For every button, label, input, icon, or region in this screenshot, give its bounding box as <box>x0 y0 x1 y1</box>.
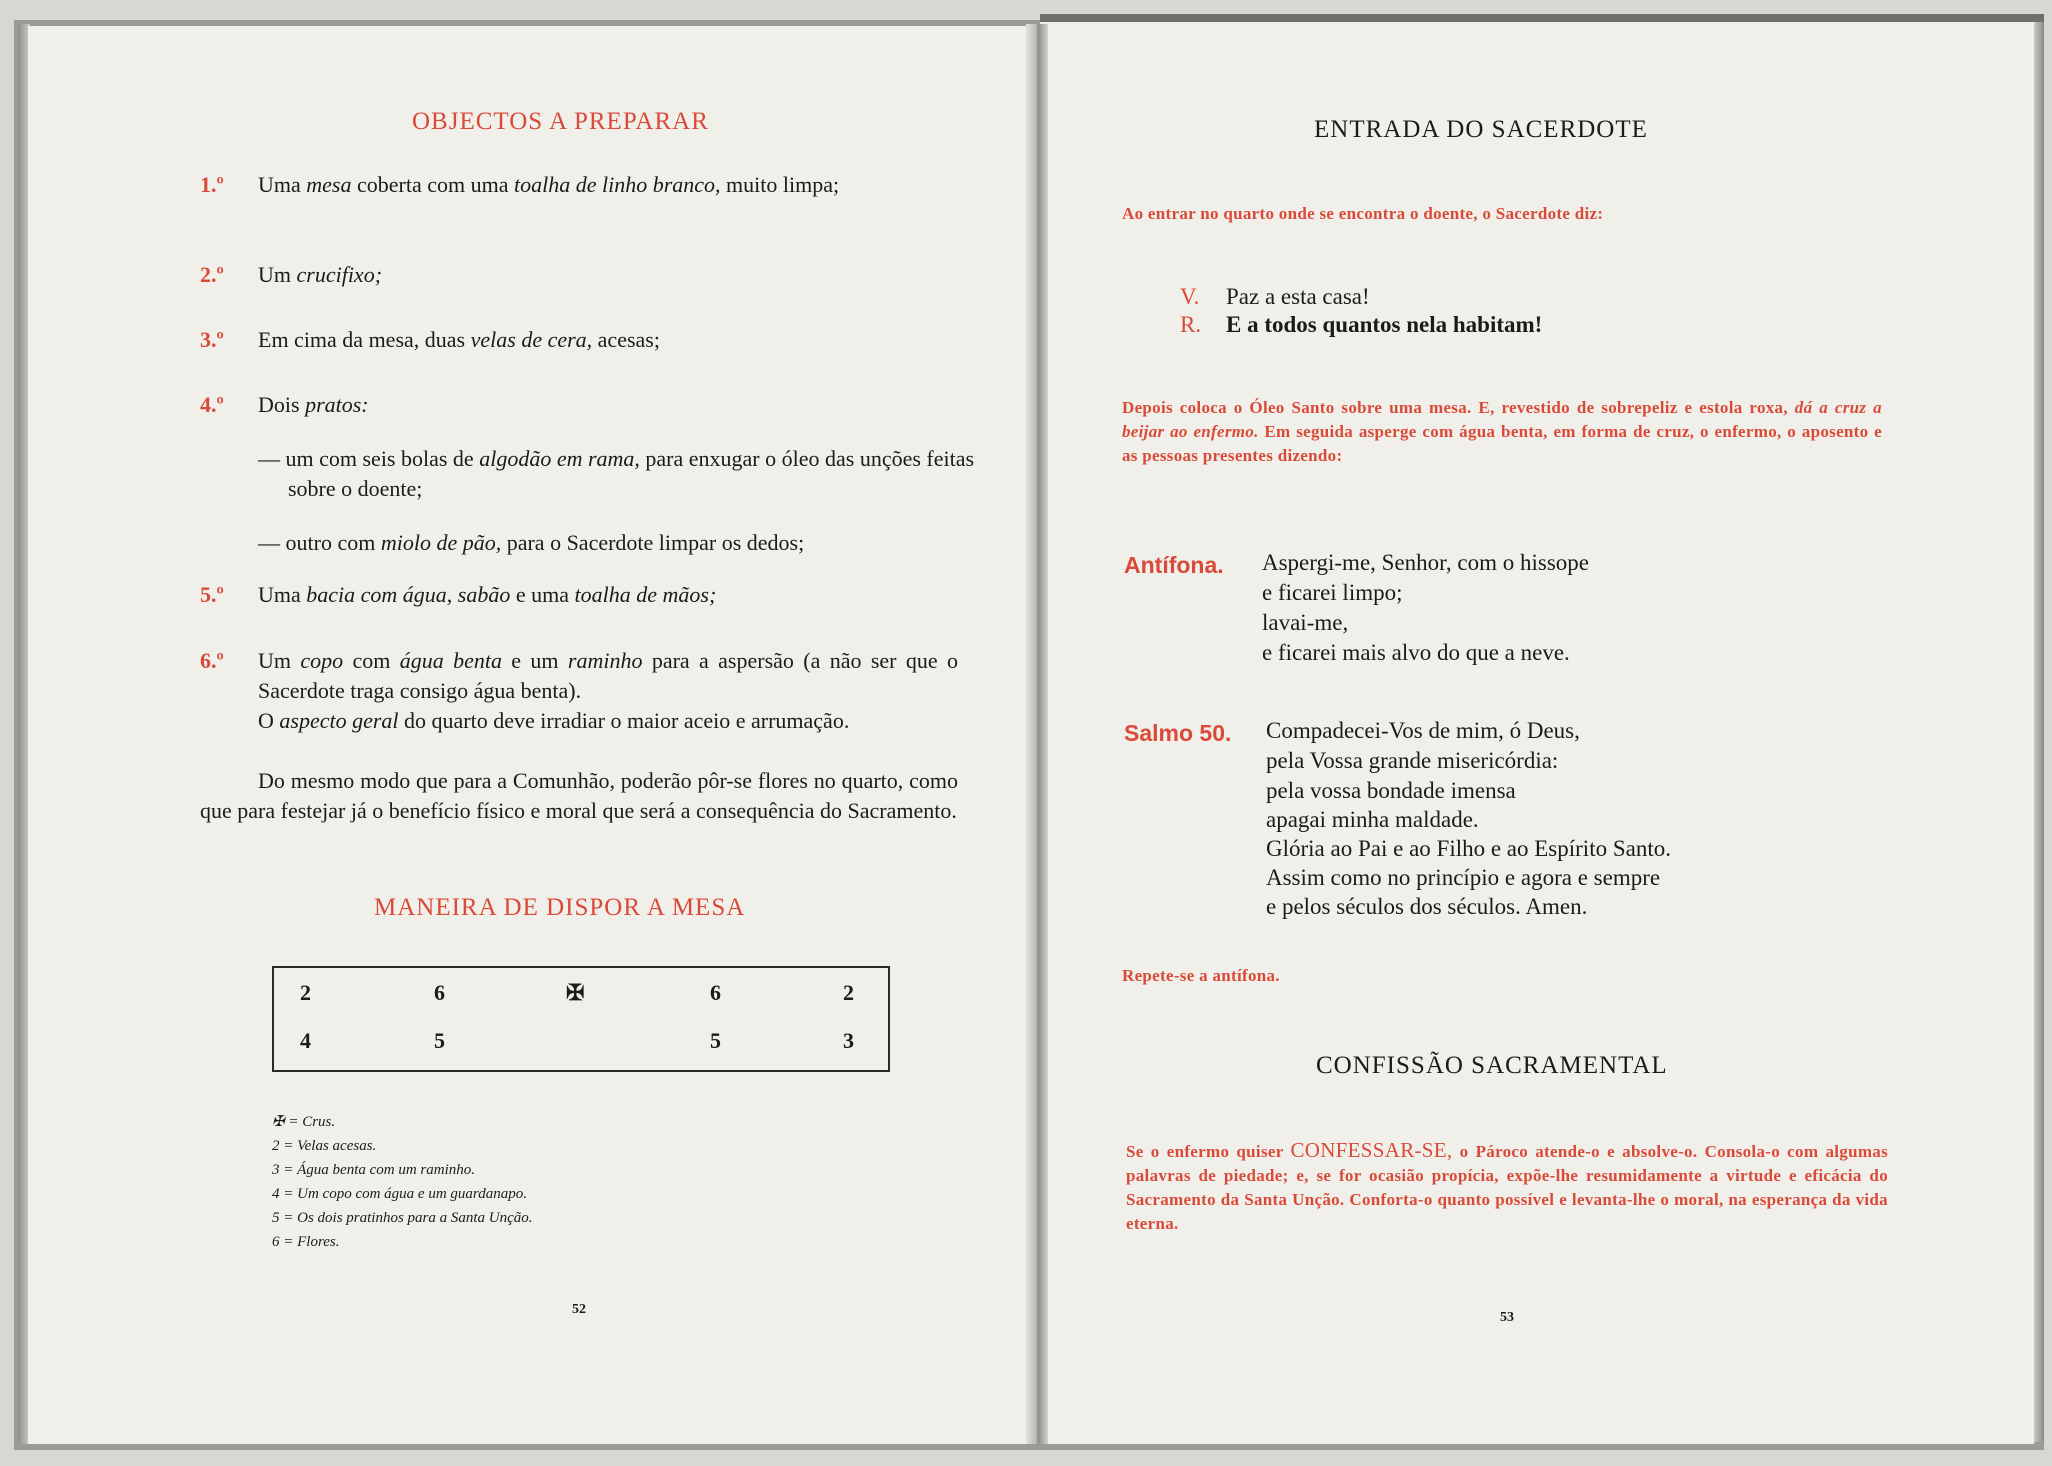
antiphon-label: Antífona. <box>1124 552 1224 578</box>
psalm-line: Compadecei-Vos de mim, ó Deus, <box>1266 718 1580 743</box>
item-text: Uma mesa coberta com uma toalha de linho branco, muito limpa; <box>258 172 840 197</box>
confession-heading: CONFISSÃO SACRAMENTAL <box>1316 1052 1668 1079</box>
antiphon-line: e ficarei mais alvo do que a neve. <box>1262 640 1570 665</box>
table-cell: 4 <box>300 1028 311 1053</box>
page-number-right: 53 <box>1500 1310 1514 1325</box>
cross-icon: ✠ <box>566 980 585 1005</box>
book-gutter <box>1026 24 1048 1444</box>
versicle-text: Paz a esta casa! <box>1226 284 1370 309</box>
item-number: 3.º <box>200 327 224 352</box>
right-heading: ENTRADA DO SACERDOTE <box>1314 116 1648 143</box>
item-text: Um copo com água benta e um raminho para a aspersão (a não ser que o Sacerdote traga consigo água benta). <box>258 648 958 703</box>
psalm-line: e pelos séculos dos séculos. Amen. <box>1266 894 1588 919</box>
antiphon-line: Aspergi-me, Senhor, com o hissope <box>1262 550 1589 575</box>
table-heading: MANEIRA DE DISPOR A MESA <box>374 894 746 921</box>
psalm-line: pela Vossa grande misericórdia: <box>1266 748 1559 773</box>
item-text: Um crucifixo; <box>258 262 383 287</box>
response-text: E a todos quantos nela habitam! <box>1226 312 1543 337</box>
legend-line: 2 = Velas acesas. <box>272 1138 377 1154</box>
antiphon-line: e ficarei limpo; <box>1262 580 1403 605</box>
table-cell: 2 <box>843 980 854 1005</box>
psalm-line: Glória ao Pai e ao Filho e ao Espírito Santo. <box>1266 836 1671 861</box>
antiphon-line: lavai-me, <box>1262 610 1349 635</box>
psalm-line: Assim como no princípio e agora e sempre <box>1266 865 1661 890</box>
item-number: 4.º <box>200 392 224 417</box>
paragraph-flowers: Do mesmo modo que para a Comunhão, poderão pôr-se flores no quarto, como que para festejar já o benefício físico e moral que será a consequência do Sacramento. <box>200 768 958 823</box>
psalm-label: Salmo 50. <box>1124 720 1232 746</box>
table-cell: 5 <box>710 1028 721 1053</box>
table-cell: 3 <box>843 1028 854 1053</box>
item-number: 2.º <box>200 262 224 287</box>
legend-line: 5 = Os dois pratinhos para a Santa Unção. <box>272 1210 533 1226</box>
dash-item-bread: — outro com miolo de pão, para o Sacerdote limpar os dedos; <box>258 530 805 555</box>
item-text: Dois pratos: <box>258 392 369 417</box>
dash-item-cotton: — um com seis bolas de algodão em rama, para enxugar o óleo das unções feitas sobre o doente; <box>258 446 975 501</box>
legend-line: 4 = Um copo com água e um guardanapo. <box>272 1186 527 1202</box>
page-number-left: 52 <box>572 1302 586 1317</box>
item-text: Em cima da mesa, duas velas de cera, acesas; <box>258 327 660 352</box>
legend-line: 3 = Água benta com um raminho. <box>272 1162 476 1178</box>
left-heading: OBJECTOS A PREPARAR <box>412 108 709 135</box>
rubric-repeat: Repete-se a antífona. <box>1122 966 1280 985</box>
response-label: R. <box>1180 312 1202 337</box>
paragraph-aspect: O aspecto geral do quarto deve irradiar o maior aceio e arrumação. <box>258 708 850 733</box>
item-number: 5.º <box>200 582 224 607</box>
rubric-confession: Se o enfermo quiser CONFESSAR-SE, o Pároco atende-o e absolve-o. Consola-o com algumas palavras de piedade; e, se for ocasião propícia, expõe-lhe resumidamente a virtude e eficácia do Sacramento da Santa Unção. Conforta-o quanto possível e levanta-lhe o moral, na esperança da vida eterna. <box>1126 1138 1889 1233</box>
legend-line: 6 = Flores. <box>272 1234 340 1250</box>
psalm-line: pela vossa bondade imensa <box>1266 778 1516 803</box>
rubric-oil: Depois coloca o Óleo Santo sobre uma mesa. E, revestido de sobrepeliz e estola roxa, dá a cruz a beijar ao enfermo. Em seguida asperge com água benta, em forma de cruz, o enfermo, o aposento e as pessoas presentes dizendo: <box>1122 398 1882 465</box>
rubric-entrance: Ao entrar no quarto onde se encontra o doente, o Sacerdote diz: <box>1122 204 1604 223</box>
table-cell: 5 <box>434 1028 445 1053</box>
item-text: Uma bacia com água, sabão e uma toalha de mãos; <box>258 582 717 607</box>
legend-line: ✠ = Crus. <box>272 1114 336 1130</box>
table-cell: 2 <box>300 980 311 1005</box>
table-cell: 6 <box>434 980 445 1005</box>
item-number: 6.º <box>200 648 224 673</box>
item-number: 1.º <box>200 172 224 197</box>
versicle-label: V. <box>1180 284 1200 309</box>
table-cell: 6 <box>710 980 721 1005</box>
psalm-line: apagai minha maldade. <box>1266 807 1479 832</box>
